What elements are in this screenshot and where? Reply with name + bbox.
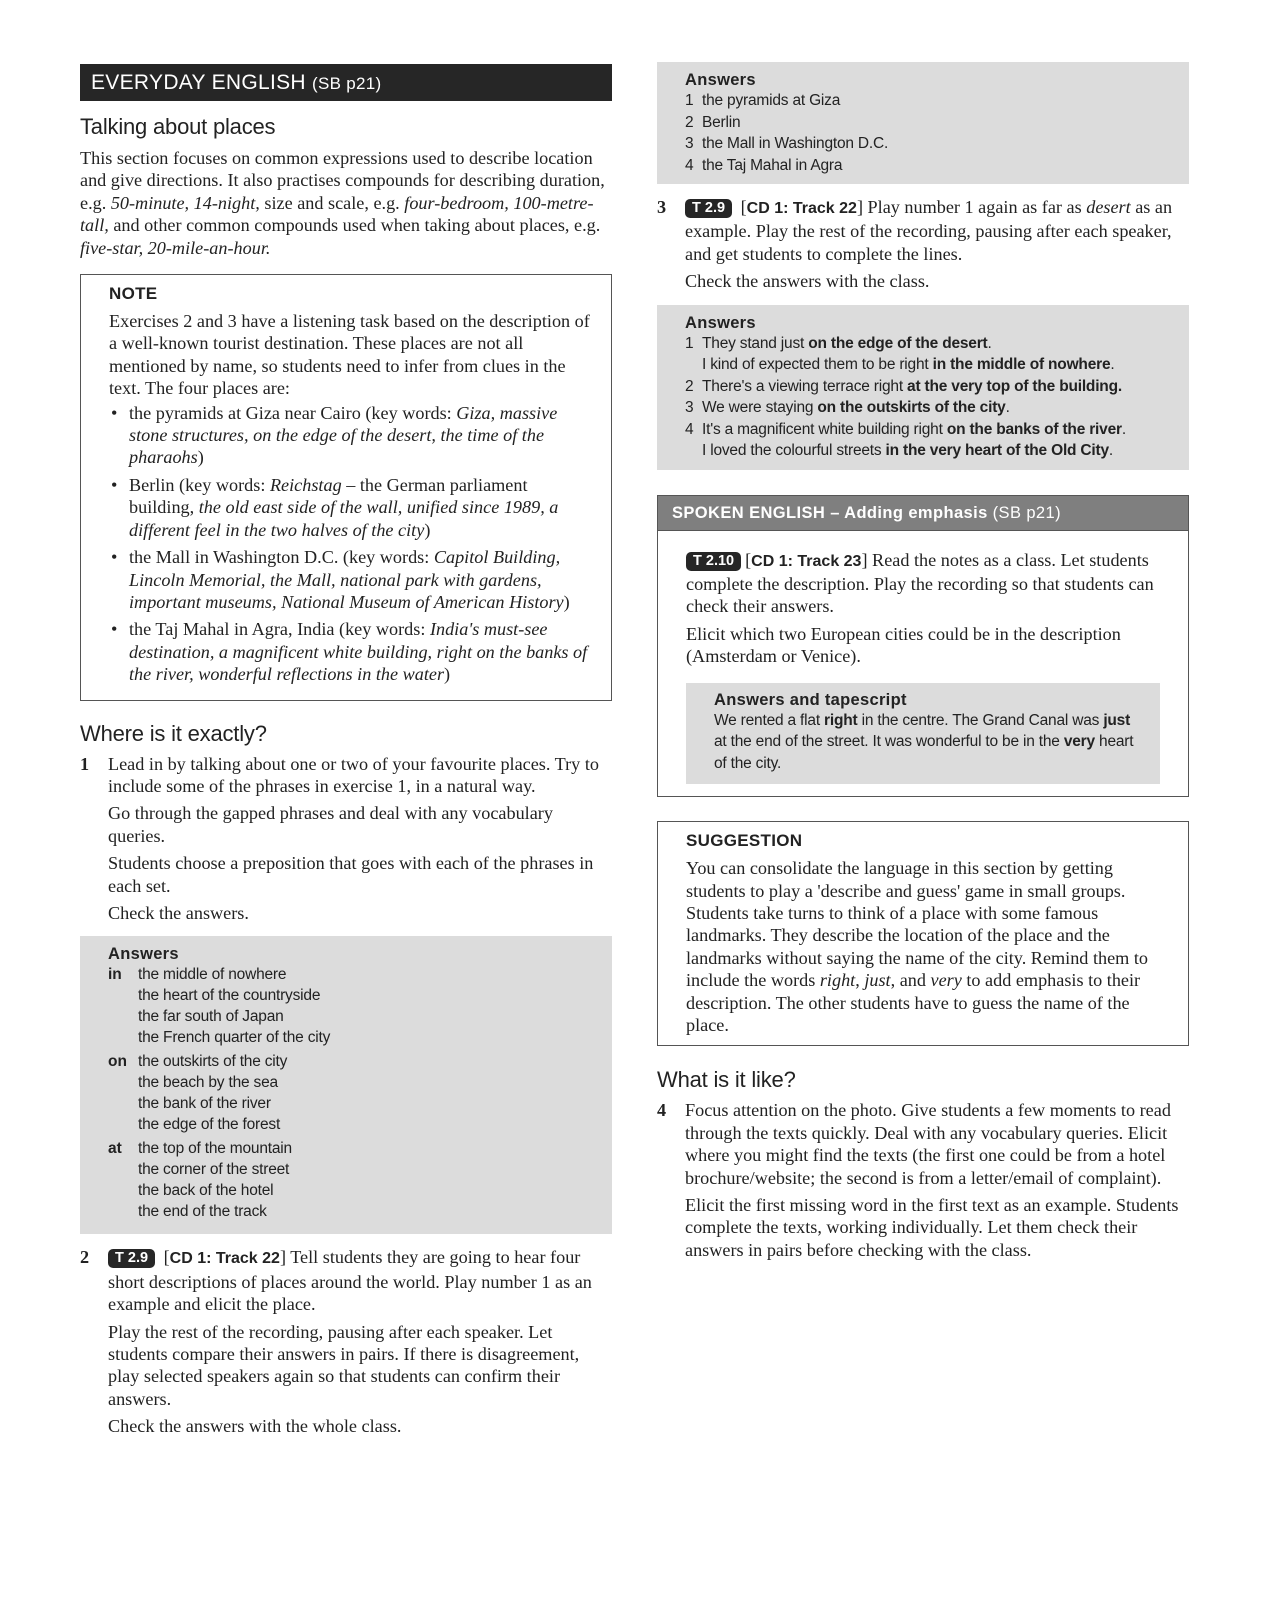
answer-number: 3 xyxy=(685,135,694,152)
exercise-2 xyxy=(80,1246,612,1437)
exercise-2-para: Play the rest of the recording, pausing after each speaker. Let students compare their answers in pairs. If there is disagreement, play selected speakers again so that students can confirm their answers. xyxy=(108,1321,580,1409)
section-header-everyday-english xyxy=(80,64,612,101)
spoken-english-text: ] Read the notes as a class. Let students complete the description. Play the recording so that students can check their answers. xyxy=(686,549,1154,617)
phrase-item: the middle of nowhere xyxy=(138,966,287,984)
text-run: . xyxy=(1005,399,1010,417)
answers-list xyxy=(685,90,1175,176)
answer-item xyxy=(685,333,1175,355)
tapescript-box xyxy=(686,683,1160,785)
preposition-label: on xyxy=(108,1053,127,1071)
exercise-3 xyxy=(657,196,1189,293)
answer-item xyxy=(685,397,1175,419)
answers-box-prepositions xyxy=(80,936,612,1234)
text-run: as an example. Play the rest of the recording, pausing after each speaker, and get students to complete the lines. xyxy=(685,197,1173,264)
tapescript-title: Answers and tapescript xyxy=(714,690,907,709)
preposition-groups xyxy=(108,964,598,1222)
answer-text xyxy=(702,419,1126,441)
text-run: the Mall in Washington D.C. (key words: xyxy=(129,547,434,568)
bold-text: on the outskirts of the city xyxy=(817,399,1006,417)
exercise-number: 2 xyxy=(80,1247,90,1268)
answer-text xyxy=(702,440,1113,462)
preposition-group xyxy=(108,1138,598,1222)
phrase-item: the heart of the countryside xyxy=(138,987,321,1005)
section-ref: (SB p21) xyxy=(312,74,382,93)
answer-item xyxy=(685,90,1175,112)
text-run: at the end of the street. It was wonderful to be in the xyxy=(714,733,1064,751)
phrase-item: the end of the track xyxy=(138,1203,267,1221)
note-bullet-item xyxy=(109,546,597,613)
text-run: , and xyxy=(890,970,931,991)
exercise-1-para: Check the answers. xyxy=(108,902,249,923)
text-run: heart of the city. xyxy=(714,733,1134,772)
text-run: We rented a flat xyxy=(714,711,825,729)
answer-item xyxy=(685,354,1175,376)
exercise-3-first-para xyxy=(685,196,1189,265)
note-bullet-list xyxy=(109,402,597,686)
answers-box-places xyxy=(657,62,1189,184)
exercise-3-para: Check the answers with the class. xyxy=(685,271,930,292)
answer-number: 4 xyxy=(685,156,694,174)
bold-text: in the very heart of the Old City xyxy=(885,442,1109,460)
phrase-item: the beach by the sea xyxy=(138,1074,278,1092)
text-run: . xyxy=(1121,420,1126,438)
preposition-label: at xyxy=(108,1140,122,1158)
audio-track-badge: T 2.9 xyxy=(108,1249,155,1268)
preposition-phrases xyxy=(138,1138,292,1222)
answer-text xyxy=(702,376,1122,398)
audio-track-badge: T 2.9 xyxy=(685,199,732,218)
italic-text: very xyxy=(930,970,962,991)
text-run: You can consolidate the language in this section by getting students to play a 'describe and guess' game in small groups. Students take turns to think of a place with some famous landmarks. They describe the location of the place and the landmarks without saying the name of the city. Remind them to include the words xyxy=(686,858,1149,991)
heading-where-is-it-exactly: Where is it exactly? xyxy=(80,720,267,746)
note-title: NOTE xyxy=(109,284,158,304)
text-run: ) xyxy=(424,519,431,540)
tapescript-text xyxy=(714,710,1146,775)
text-run: size and scale, e.g. xyxy=(259,192,405,213)
spoken-english-box xyxy=(657,495,1189,798)
suggestion-title: SUGGESTION xyxy=(686,831,803,851)
text-run: in the centre. The Grand Canal was xyxy=(857,711,1104,729)
note-text: Exercises 2 and 3 have a listening task based on the description of a well-known tourist destination. These places are not all mentioned by name, so students need to infer from clues in the text. The four places are: xyxy=(109,311,590,399)
answer-item xyxy=(685,133,1175,155)
exercise-2-first-para xyxy=(108,1246,612,1315)
phrase-item: the French quarter of the city xyxy=(138,1029,331,1047)
answer-text: the Mall in Washington D.C. xyxy=(702,135,889,152)
exercise-2-text: ] Tell students they are going to hear four short descriptions of places around the world. Play number 1 as an example and elicit the place. xyxy=(108,1247,592,1315)
phrase-item: the edge of the forest xyxy=(138,1116,281,1134)
italic-text: five-star, 20-mile-an-hour. xyxy=(80,237,271,258)
intro-paragraph xyxy=(80,147,612,259)
exercise-1 xyxy=(80,753,612,925)
answer-item xyxy=(685,419,1175,441)
text-run: This section focuses on common expressions used to describe location and give directions. It also practises compounds for describing duration, e.g. xyxy=(80,148,605,213)
bold-text: very xyxy=(1063,733,1095,751)
text-run: We were staying xyxy=(702,399,818,417)
note-bullet-item xyxy=(109,618,597,685)
preposition-group xyxy=(108,1051,598,1135)
exercise-number: 1 xyxy=(80,753,90,774)
bracket-open: [ xyxy=(740,197,747,217)
answer-text xyxy=(702,397,1010,419)
exercise-2-para: Check the answers with the whole class. xyxy=(108,1416,402,1437)
bold-text: on the banks of the river xyxy=(946,420,1122,438)
exercise-number: 3 xyxy=(657,197,667,217)
answer-number: 4 xyxy=(685,420,694,438)
text-run: the Taj Mahal in Agra, India (key words: xyxy=(129,619,430,640)
preposition-phrases xyxy=(138,964,330,1048)
text-run: . xyxy=(987,334,992,352)
cd-track-ref: CD 1: Track 23 xyxy=(751,552,862,570)
answer-text: the pyramids at Giza xyxy=(702,92,841,109)
answers-list xyxy=(685,333,1175,462)
suggestion-box xyxy=(657,821,1189,1046)
note-bullet-item xyxy=(109,402,597,469)
spoken-english-para xyxy=(686,549,1174,618)
answer-item xyxy=(685,112,1175,134)
answers-title: Answers xyxy=(108,945,179,964)
spoken-english-para: Elicit which two European cities could be in the description (Amsterdam or Venice). xyxy=(686,623,1121,667)
answer-text xyxy=(702,354,1114,376)
section-title: EVERYDAY ENGLISH xyxy=(91,71,306,94)
preposition-phrases xyxy=(138,1051,287,1135)
note-box xyxy=(80,274,612,701)
italic-text: right xyxy=(819,970,856,991)
italic-text: 50-minute, 14-night, xyxy=(110,192,260,213)
answer-text: the Taj Mahal in Agra xyxy=(702,156,843,174)
text-run: ) xyxy=(197,447,204,468)
exercise-1-para: Lead in by talking about one or two of your favourite places. Try to include some of the phrases in exercise 1, in a natural way. xyxy=(108,753,599,796)
suggestion-text xyxy=(686,857,1174,1036)
text-run: They stand just xyxy=(702,334,809,352)
heading-what-is-it-like: What is it like? xyxy=(657,1067,796,1093)
answer-item xyxy=(685,376,1175,398)
exercise-4-para: Elicit the first missing word in the first text as an example. Students complete the texts, working individually. Let them check their answers in pairs before checking with the class. xyxy=(685,1195,1179,1260)
italic-text: four-bedroom, 100-metre-tall, xyxy=(80,192,594,236)
answer-number: 2 xyxy=(685,113,694,131)
cd-track-ref: CD 1: Track 22 xyxy=(746,200,857,217)
italic-text: India's must-see destination, a magnificent white building, right on the banks of the river, wonderful reflections in the water xyxy=(129,619,588,685)
answer-number xyxy=(685,440,702,462)
answer-item xyxy=(685,440,1175,462)
italic-text: Capitol Building, Lincoln Memorial, the Mall, national park with gardens, important museums, National Museum of American History xyxy=(129,547,564,612)
bracket-open: [ xyxy=(163,1247,170,1268)
italic-text: Reichstag xyxy=(269,474,342,495)
exercise-1-para: Students choose a preposition that goes with each of the phrases in each set. xyxy=(108,853,594,896)
phrase-item: the bank of the river xyxy=(138,1095,271,1113)
text-run: There's a viewing terrace right xyxy=(702,377,908,395)
text-run: the pyramids at Giza near Cairo (key words: xyxy=(129,402,457,423)
left-column xyxy=(80,64,612,1438)
spoken-english-body xyxy=(658,531,1188,797)
text-run: Berlin (key words: xyxy=(129,474,270,495)
preposition-label: in xyxy=(108,966,122,984)
phrase-item: the top of the mountain xyxy=(138,1140,292,1158)
answer-number: 3 xyxy=(685,399,694,417)
bold-text: in the middle of nowhere xyxy=(932,356,1111,374)
exercise-4-para: Focus attention on the photo. Give students a few moments to read through the texts quickly. Deal with any vocabulary queries. Elicit where you might find the texts (the first one could be from a hotel brochure/website; the second is from a letter/email of complaint). xyxy=(685,1100,1171,1188)
answer-item xyxy=(685,155,1175,177)
right-column xyxy=(657,62,1189,1261)
text-run: I kind of expected them to be right xyxy=(702,356,933,374)
phrase-item: the corner of the street xyxy=(138,1161,290,1179)
answer-text: Berlin xyxy=(702,113,741,131)
answer-text xyxy=(702,333,992,355)
text-run: ) xyxy=(563,591,570,612)
exercise-number: 4 xyxy=(657,1100,667,1121)
bold-text: just xyxy=(1103,711,1131,729)
text-run: and other common compounds used when taking about places, e.g. xyxy=(108,215,601,236)
spoken-english-ref: (SB p21) xyxy=(992,503,1061,522)
phrase-item: the outskirts of the city xyxy=(138,1053,288,1071)
cd-track-ref: CD 1: Track 22 xyxy=(169,1250,280,1268)
bold-text: right xyxy=(824,711,858,729)
preposition-group xyxy=(108,964,598,1048)
note-bullet-item xyxy=(109,474,597,541)
answer-number: 2 xyxy=(685,377,694,395)
text-run: ) xyxy=(444,664,451,685)
italic-text: desert xyxy=(1086,197,1131,217)
spoken-english-title: SPOKEN ENGLISH – Adding emphasis xyxy=(672,503,988,522)
text-run: . xyxy=(1110,356,1115,374)
phrase-item: the far south of Japan xyxy=(138,1008,284,1026)
bold-text: at the very top of the building. xyxy=(907,377,1122,395)
spoken-english-header xyxy=(658,496,1188,531)
answers-box-phrases xyxy=(657,305,1189,470)
answer-number: 1 xyxy=(685,92,694,109)
text-run: to add emphasis to their description. The other students have to guess the name of the place. xyxy=(686,970,1141,1035)
italic-text: just xyxy=(864,970,891,991)
audio-track-badge: T 2.10 xyxy=(686,552,741,571)
answers-title: Answers xyxy=(685,313,756,332)
italic-text: the old east side of the wall, unified since 1989, a different feel in the two halves of the city xyxy=(129,497,559,540)
exercise-1-para: Go through the gapped phrases and deal with any vocabulary queries. xyxy=(108,803,553,846)
text-run: ] Play number 1 again as far as xyxy=(856,197,1087,217)
italic-text: Giza, massive stone structures, on the edge of the desert, the time of the pharaohs xyxy=(129,402,558,468)
answer-number: 1 xyxy=(685,334,694,352)
text-run: – the German parliament building, xyxy=(129,474,528,518)
text-run: . xyxy=(1108,442,1114,460)
phrase-item: the back of the hotel xyxy=(138,1182,274,1200)
bracket-open: [ xyxy=(745,549,752,570)
bold-text: on the edge of the desert xyxy=(808,334,988,352)
heading-talking-about-places: Talking about places xyxy=(80,114,276,139)
text-run: , xyxy=(855,970,865,991)
exercise-4 xyxy=(657,1099,1189,1261)
text-run: I loved the colourful streets xyxy=(702,442,886,460)
text-run: It's a magnificent white building right xyxy=(702,420,947,438)
answer-number xyxy=(685,354,702,376)
answers-title: Answers xyxy=(685,71,756,89)
